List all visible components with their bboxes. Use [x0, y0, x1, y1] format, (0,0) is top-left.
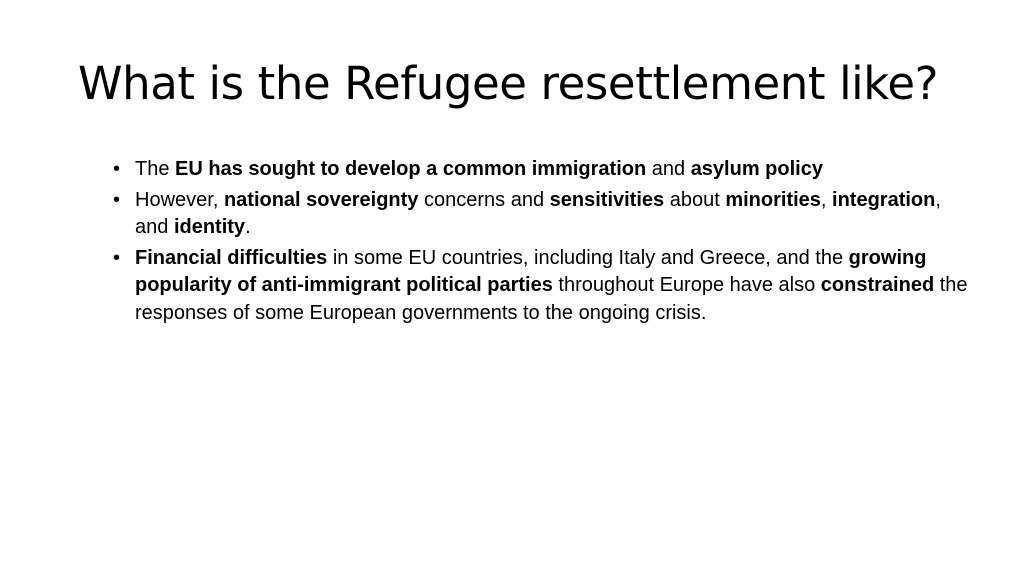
bullet-bold-segment: constrained: [820, 274, 935, 296]
bullet-text-segment: concerns and: [418, 188, 550, 211]
bullet-bold-segment: asylum policy: [690, 158, 823, 180]
slide-title: What is the Refugee resettlement like?: [78, 57, 939, 110]
bullet-item: [113, 187, 973, 242]
bullet-bold-segment: integration: [832, 188, 936, 211]
bullet-text-segment: in some EU countries, including Italy and Greece, and the: [327, 246, 849, 269]
bullet-bold-segment: minorities: [725, 188, 821, 211]
bullet-bold-segment: Financial difficulties: [135, 246, 328, 269]
bullet-text-segment: .: [245, 216, 251, 238]
bullet-text: [135, 158, 823, 180]
bullet-text-segment: about: [664, 188, 726, 211]
bullet-text-segment: The: [135, 158, 176, 180]
bullet-list: [113, 156, 973, 330]
bullet-text-segment: However,: [135, 188, 224, 211]
bullet-item: [113, 156, 973, 184]
bullet-item: [113, 245, 973, 328]
bullet-marker: •: [113, 246, 121, 269]
bullet-text-segment: , and: [135, 188, 941, 238]
bullet-marker: •: [113, 158, 121, 180]
bullet-bold-segment: identity: [173, 216, 246, 238]
bullet-bold-segment: growing popularity of anti-immigrant political parties: [135, 246, 927, 296]
bullet-text-segment: and: [646, 158, 691, 180]
bullet-bold-segment: national sovereignty: [223, 188, 419, 211]
bullet-text-segment: the responses of some European governments to the ongoing crisis.: [135, 274, 968, 324]
bullet-bold-segment: EU has sought to develop a common immigration: [175, 158, 647, 180]
bullet-marker: •: [113, 188, 121, 211]
bullet-text-segment: ,: [820, 188, 833, 211]
bullet-text: [135, 189, 941, 239]
bullet-text-segment: throughout Europe have also: [552, 274, 821, 296]
bullet-bold-segment: sensitivities: [549, 188, 665, 211]
bullet-text: [135, 247, 968, 324]
